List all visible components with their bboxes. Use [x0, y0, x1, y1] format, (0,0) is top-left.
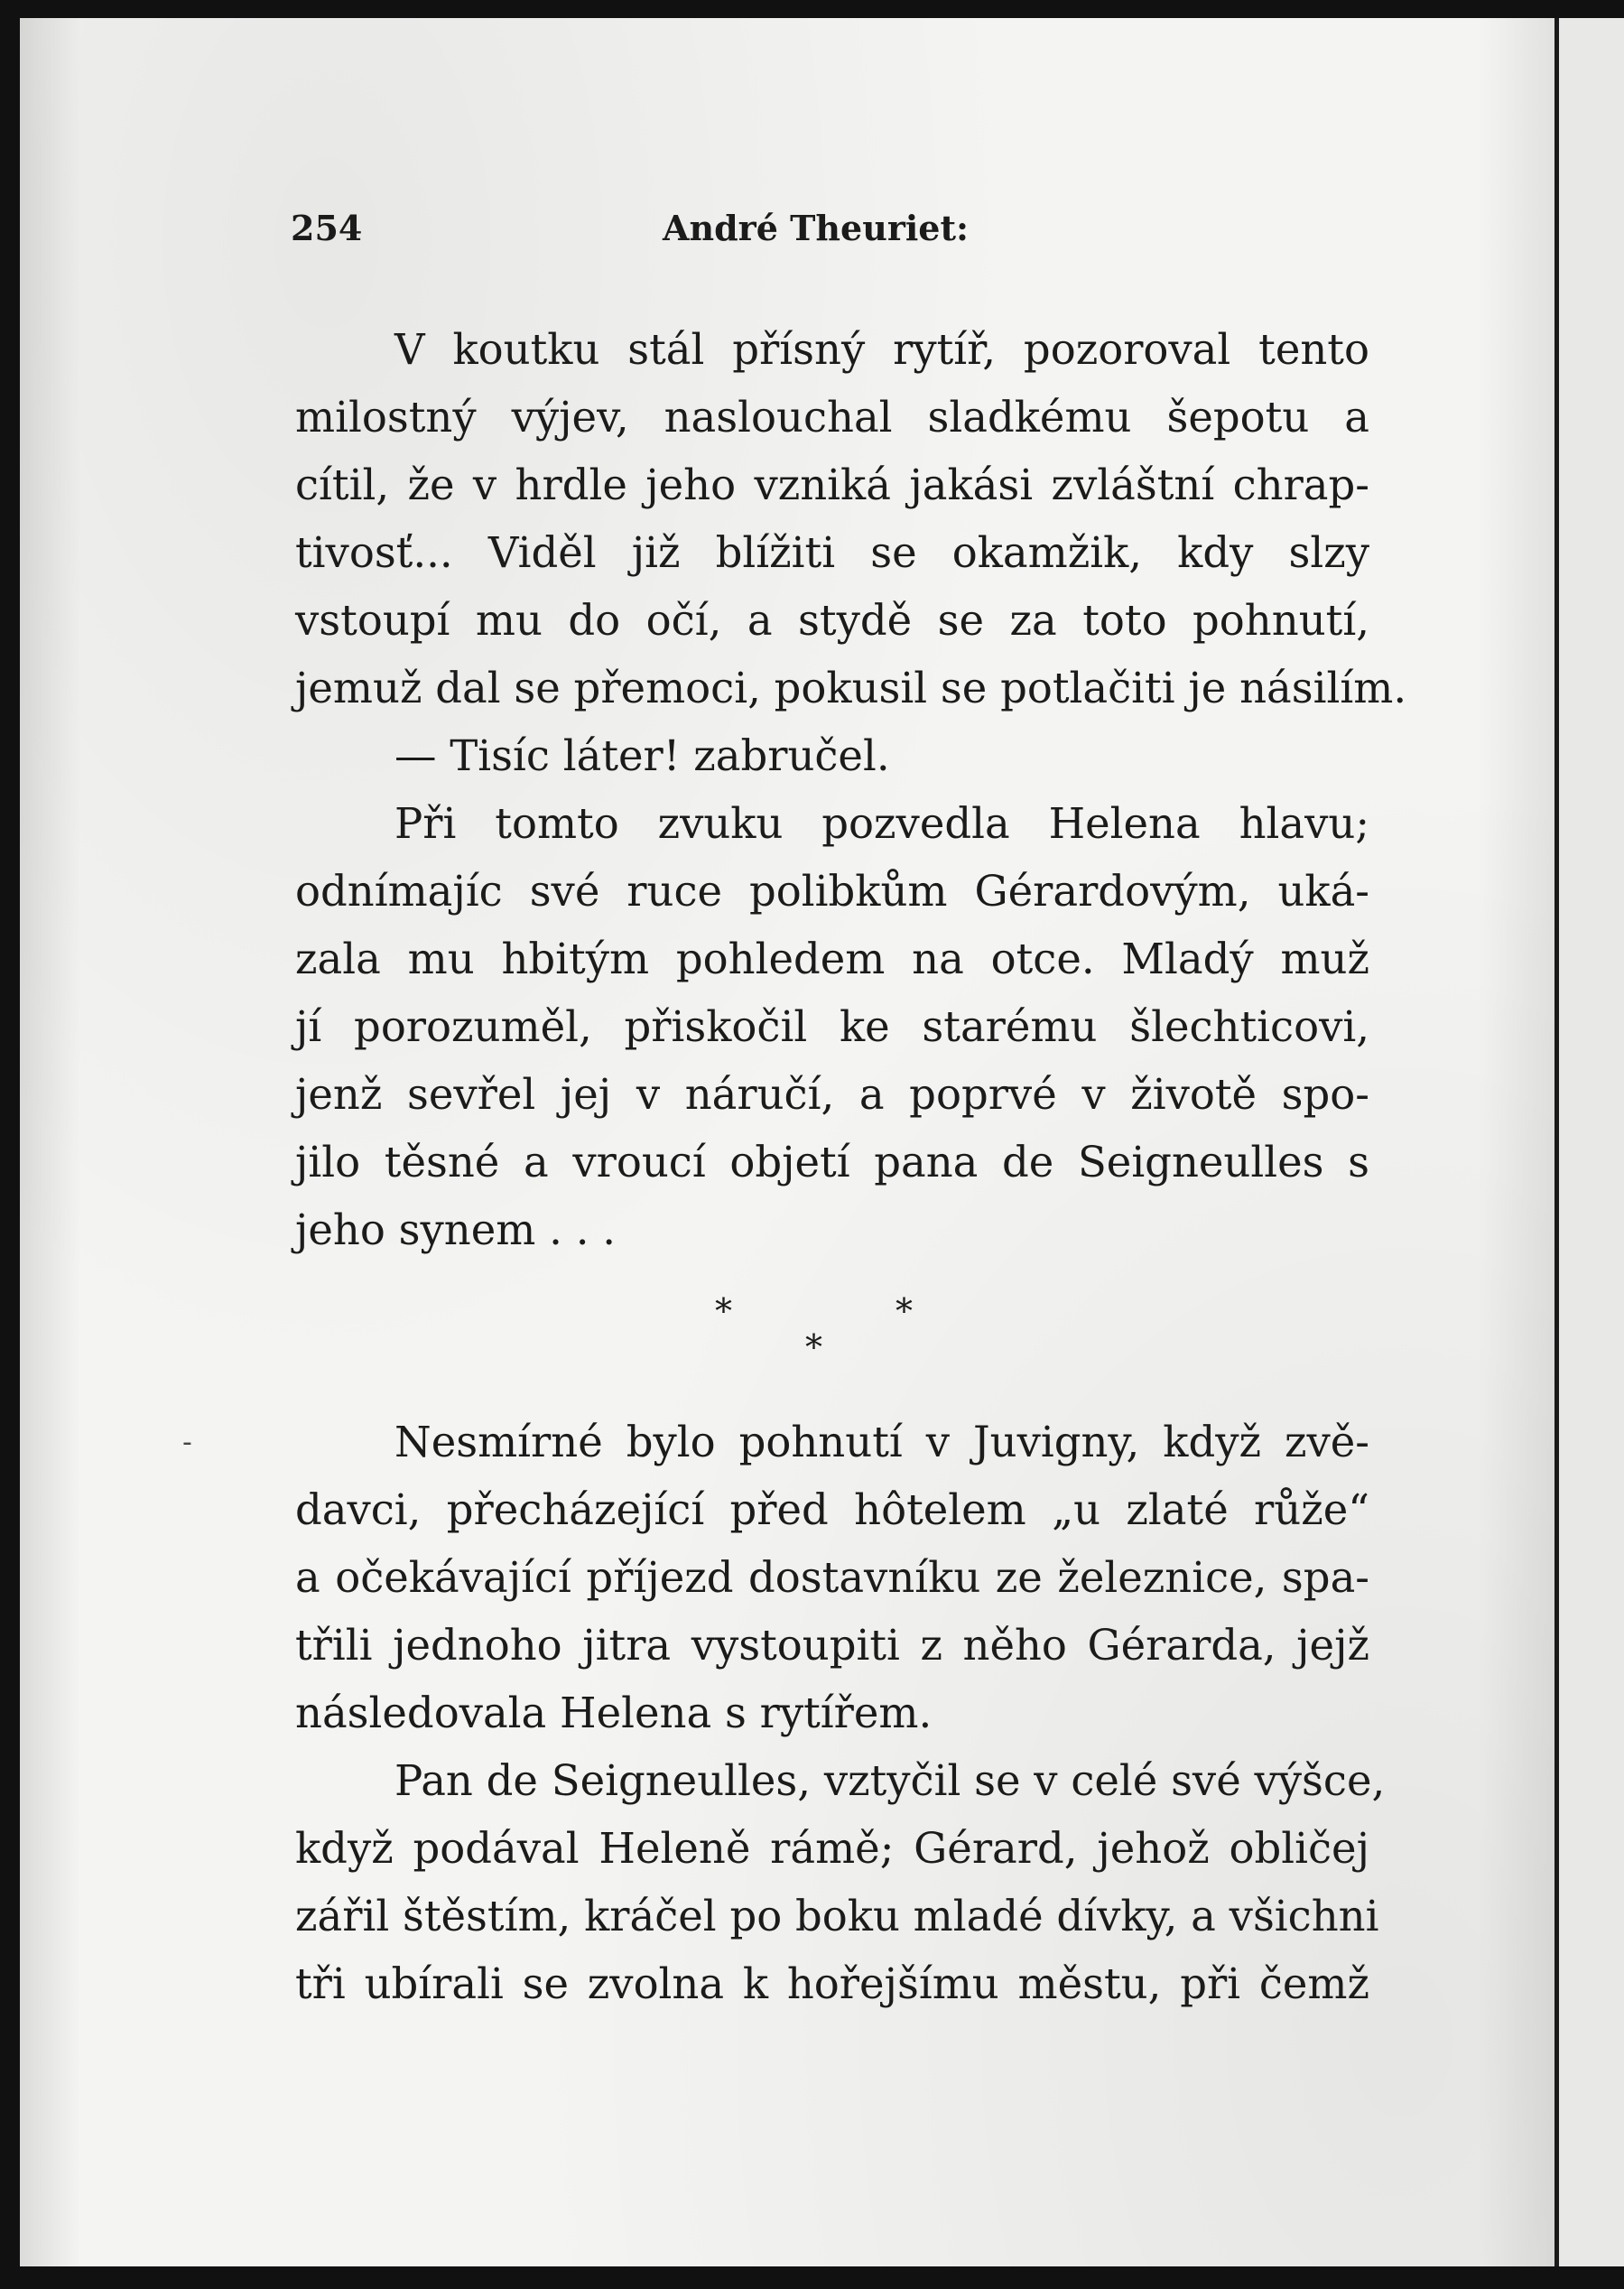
- text-line: V koutku stál přísný rytíř, pozoroval tento: [394, 325, 1369, 374]
- text-line: odnímajíc své ruce polibkům Gérardovým, uká-: [295, 867, 1369, 916]
- text-line: milostný výjev, naslouchal sladkému šepotu a: [295, 393, 1369, 442]
- running-head: [291, 208, 1374, 253]
- text-block-before-break: [295, 316, 1407, 1264]
- text-line: jemuž dal se přemoci, pokusil se potlačiti je násilím.: [295, 664, 1407, 712]
- text-line: jenž sevřel jej v náručí, a poprvé v životě spo-: [295, 1070, 1369, 1119]
- text-line: Pan de Seigneulles, vztyčil se v celé své výšce,: [394, 1756, 1386, 1805]
- text-line: jilo těsné a vroucí objetí pana de Seigneulles s: [295, 1138, 1369, 1186]
- text-line: třili jednoho jitra vystoupiti z něho Gérarda, jejž: [295, 1621, 1369, 1670]
- section-break-asterism: [688, 1291, 959, 1391]
- page-number: 254: [291, 208, 363, 248]
- book-page: [20, 18, 1554, 2266]
- text-line: a očekávající příjezd dostavníku ze železnice, spa-: [295, 1553, 1369, 1602]
- text-line: tivosť... Viděl již blížiti se okamžik, kdy slzy: [295, 528, 1369, 577]
- text-line: tři ubírali se zvolna k hořejšímu městu, při čemž: [295, 1959, 1369, 2008]
- text-block-after-break: [295, 1409, 1386, 2018]
- asterisk: *: [805, 1327, 822, 1367]
- text-line: vstoupí mu do očí, a stydě se za toto pohnutí,: [295, 596, 1369, 645]
- asterisk: *: [715, 1291, 732, 1331]
- facing-page-edge: [1554, 18, 1624, 2266]
- asterisk: *: [896, 1291, 913, 1331]
- text-line: následovala Helena s rytířem.: [295, 1689, 933, 1737]
- text-line: davci, přecházející před hôtelem „u zlaté růže“: [295, 1485, 1369, 1534]
- running-title: André Theuriet:: [663, 208, 970, 248]
- text-line: jí porozuměl, přiskočil ke starému šlechticovi,: [295, 1002, 1369, 1051]
- text-line: zala mu hbitým pohledem na otce. Mladý muž: [295, 935, 1369, 983]
- text-line: Nesmírné bylo pohnutí v Juvigny, když zvě-: [394, 1418, 1369, 1466]
- dialogue-line: — Tisíc láter! zabručel.: [394, 731, 890, 780]
- text-line: Při tomto zvuku pozvedla Helena hlavu;: [394, 799, 1369, 848]
- text-line: když podával Heleně rámě; Gérard, jehož obličej: [295, 1824, 1369, 1873]
- text-line: jeho synem . . .: [295, 1205, 617, 1254]
- text-line: zářil štěstím, kráčel po boku mladé dívky, a všichni: [295, 1892, 1379, 1940]
- margin-mark: -: [182, 1427, 192, 1458]
- text-line: cítil, že v hrdle jeho vzniká jakási zvláštní chrap-: [295, 461, 1369, 509]
